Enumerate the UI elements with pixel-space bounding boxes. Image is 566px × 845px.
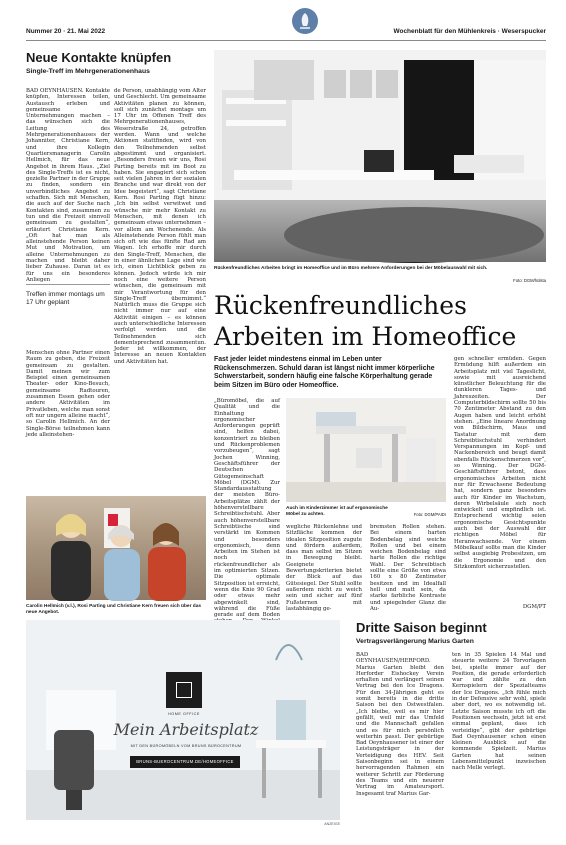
saison-column-1: BAD OEYNHAUSEN/HERFORD. Marius Garten bleibt den Herforder Eishockey Verein erhalten und verlängert seinen Vertrag bei den Ice Dragons. Für den 34-Jährigen geht es somit bereits in die dritte Saison bei den Ostwestfalen. „Ich bleibe, weil es mir hier gefällt, weil mir das Umfeld und die Mannschaft gefallen und es für mich persönlich weiterhin passt. Der gebürtige Bad Oeynhausener ist einer der Leistungsträger in der Verteidigung des HEV. Seit Saisonbeginn sei in einem hervorragenden Rahmen ein weiterer Schritt zur Förderung des Teams und ein neuerer Vertrag im Amateursport. Insgesamt traf Marius Gar- (356, 652, 444, 797)
homeoffice-headline-block (214, 290, 546, 352)
homeoffice-photo (214, 50, 546, 262)
kontakte-column-1: BAD OEYNHAUSEN. Kontakte knüpfen, Interessen teilen, Austausch erleben und gemeinsame Unternehmungen machen – das wünschen sich die Leitung des Mehrgenerationenhauses der Johanniter, Christiane Kern, und ihre Kollegin Quartiersmanagerin Carolin Hellmich, für das neue Angebot in ihrem Haus. „Ziel des Single-Treffs ist es nicht, gezielte Partner in der Gruppe zu finden, sondern ein unverbindliches Angebot zu schaffen. Sich mit Menschen, die auch auf der Suche nach Kontakten sind, zusammen zu tun und die Freizeit sinnvoll gemeinsam zu gestalten“, erläutert Christiane Kern. „Oft hat man als alleinstehende Person keinen Mut und Motivation, um alleine Unternehmungen zu machen und bleibt daher lieber Zuhause. Daran ist es für uns ein besonderes Anliegen (26, 88, 110, 283)
saison-subhead: Vertragsverlängerung Marius Garten (356, 638, 474, 645)
homeoffice-column-b: wegliche Rückenlehne und Sitzfläche kommen der idealen Sitzposition zugute und fördern außerdem, dass man selbst im Sitzen in Bewegung bleibt. Geeignete Bewertungskriterien bietet der Blick auf das Gütesiegel. Der Stuhl sollte außerdem nicht zu weich sein und sicher auf fünf Fußsternen mit lastabhängig ge- (286, 524, 362, 612)
kontakte-photo-caption: Carolin Hellmich (v.l.), Rosi Parting und Christiane Kern freuen sich über das neue Angebot. (26, 604, 202, 615)
ad-script-title: Mein Arbeitsplatz (113, 720, 259, 739)
publication-logo (292, 8, 318, 34)
homeoffice-headline-line2: Arbeiten im Homeoffice (214, 322, 517, 351)
ad-logo-square (166, 672, 202, 708)
kontakte-article (26, 50, 206, 75)
kontakte-info-box (26, 284, 110, 333)
ad-tagline: MIT DEN BÜROMÖBELN VOM BRUNS BÜROCENTRUM (130, 744, 242, 748)
ad-url-banner[interactable]: BRUNS-BUEROCENTRUM.DE/HOMEOFFICE (130, 756, 240, 768)
kids-room-credit: Foto: DGM/PAIDI (413, 512, 446, 517)
homeoffice-column-c: bremsten Rollen stehen. Bei einem harten Bodenbelag sind weiche Rollen und bei einem weichen Bodenbelag sind harte Rollen die richtige Wahl. Der Schreibtisch sollte eine Größe von etwa 160 x 80 Zentimeter besitzen und im Idealfall hell und matt sein, da starke farbliche Kontraste und spiegelnder Glanz die Au- (370, 524, 446, 612)
homeoffice-photo-credit: Foto: DGM/hülsta (513, 278, 546, 283)
publication-name: Wochenblatt für den Mühlenkreis · Weserspucker (393, 28, 546, 35)
saison-article (356, 620, 546, 645)
saison-column-2: ten in 35 Spielen 14 Mal und steuerte weitere 24 Torvorlagen bei, spielte immer auf der Position, die gerade erforderlich war und zählte zu den Kernspielern der Spezialteams der Ice Dragons. „Ich fühle mich in der Defensive sehr wohl, spiele aber dort, wo es notwendig ist. Letzte Saison musste ich oft die Positionen wechseln, jetzt ist erst einmal geplant, dass ich verteidige“, gibt der gebürtige Bad Oeynhausener schon einen kleinen Ausblick auf die kommende Spielzeit. Marius Garten hat seinen Lebensmittelpunkt inzwischen nach Melle verlegt. (452, 652, 546, 772)
homeoffice-lead: Fast jeder leidet mindestens einmal im Leben unter Rückenschmerzen. Schuld daran ist längst nicht immer körperliche Schwerstarbeit, sondern häufig eine falsche Körperhaltung gerade beim Sitzen im Büro oder Homeoffice. (214, 356, 435, 389)
homeoffice-headline (214, 290, 546, 352)
kontakte-column-1b: Menschen ohne Partner einen Raum zu geben, die Freizeit gemeinsam zu gestalten. Damit meinen wir zum Beispiel einen gemeinsamen Theater- oder Kino-Besuch, gemeinsame Radtouren, zusammen Essen gehen oder andere Aktivitäten im Privatleben, welche man sonst oft nur ungern alleine macht“, so Carolin Hellmich. An der Single-Börse teilnehmen kann jede alleinstehen- (26, 350, 110, 438)
ad-marker: ANZEIGE (324, 822, 340, 826)
homeoffice-column-d: gen schneller ermüden. Gegen Ermüdung hilft außerdem ein Arbeitsplatz mit viel Tageslicht, sowie mit ausreichend künstlicher Beleuchtung für die dunkleren Tages- und Jahreszeiten. Der Computerbildschirm sollte 50 bis 70 Zentimeter Abstand zu den Augen haben und leicht erhöht stehen. „Eine lineare Anordnung von Bildschirm, Maus und Tastatur mit dem Schreibtischstuhl verhindert Verspannungen im Kopf- und Nackenbereich und beugt damit ebenfalls Rückenschmerzen vor“, so Winning. Der DGM-Geschäftsführer betont, dass ergonomisches Arbeiten nicht nur für Erwachsene Bedeutung hat, sondern ganz besonders auch für Kinder im Wachstum, deren Wirbelsäule sich noch entwickelt und empfindlich ist. Entsprechend wichtig seien ergonomische Gesichtspunkte auch bei der Auswahl der richtigen Möbel für Heranwachsende. Vor einem Möbelkauf sollte man die Kinder selbst ausgiebig Probesitzen, um die Ergonomie und den Sitzkomfort sicherzustellen. (454, 356, 546, 570)
ad-small-label: HOME OFFICE (168, 712, 200, 716)
saison-headline: Dritte Saison beginnt (356, 620, 487, 635)
kontakte-info-text: Treffen immer montags um 17 Uhr geplant (26, 291, 105, 306)
homeoffice-photo-caption: Rückenfreundliches Arbeiten bringt im Homeoffice und im Büro mehrere Anforderungen bei der Möbelauswahl mit sich. (214, 266, 488, 271)
mill-icon (292, 8, 318, 34)
bruns-ad (26, 620, 340, 820)
kontakte-photo (26, 496, 206, 600)
three-people-photo-icon (26, 496, 206, 600)
kids-desk-photo-icon (286, 398, 446, 502)
homeoffice-author: DGM/PT (522, 604, 546, 610)
kids-room-caption: Auch im Kinderzimmer ist auf ergonomische Möbel zu achten. (286, 506, 388, 517)
kontakte-headline: Neue Kontakte knüpfen (26, 50, 172, 65)
homeoffice-headline-line1: Rückenfreundliches (214, 291, 467, 320)
kids-room-photo (286, 398, 446, 502)
office-room-photo-icon (214, 50, 546, 262)
homeoffice-column-a: „Büromöbel, die auf Qualität und die Einhaltung ergonomischer Anforderungen geprüft sind, helfen dabei, konzentriert zu bleiben und Rückenproblemen vorzubeugen“, sagt Jochen Winning, Geschäftsführer der Deutschen Gütegemeinschaft Möbel (DGM). Zur Standardausstattung der meisten Büro-Arbeitsplätze zählt der höhenverstellbare Schreibtischstuhl. Aber auch höhenverstellbare Schreibtische sind verstärkt im Kommen und besonders ergonomisch, denn Arbeiten im Stehen ist noch rückenfreundlicher als im optimierten Sitzen. Die optimale Sitzposition ist erreicht, wenn die Knie 90 Grad oder etwas mehr abgewinkelt sind, während die Füße gerade auf dem Boden (214, 398, 280, 619)
kontakte-column-2: de Person, unabhängig vom Alter und Geschlecht. Um gemeinsame Aktivitäten planen zu können, soll sich zunächst montags um 17 Uhr im Offenen Treff des Mehrgenerationenhauses, Weserstraße 24, getroffen werden. Wann und welche Aktionen stattfinden, wird von den Teilnehmenden selbst abgestimmt und organisiert. „Besonders freuen wir uns, Rosi Parting bereits mit im Boot zu haben. Sie engagiert sich schon seit vielen Jahren in der sozialen Branche und war direkt von der Idee begeistert“, sagt Christiane Kern. Rosi Parting fügt hinzu: „Ich bin selbst verwitwet und wünsche mir mehr Kontakt zu Menschen, mit denen ich gemeinsam etwas unternehmen – vor allem am Wochenende. Als Alleinstehende Person fühlt man sich oft wie das fünfte Rad am Wagen. Ich erhoffe mir durch den Single-Treff, Menschen, die in einer ähnlichen Lage sind wie ich, einen Lichtblick geben zu können. Jedoch würde ich mir noch eine weitere Person wünschen, die gemeinsam mit mir Verantwortung für den Single-Treff übernimmt.“ Natürlich muss die Gruppe sich nicht immer nur auf eine Aktivität einigen – es können auch unterschiedliche Interessen verfolgt werden und die Teilnehmenden sich dementsprechend zusammentun. Jeder ist willkommen, der Interesse an neuen Kontakten und Aktivitäten hat. (114, 88, 206, 365)
ad-logo-mark-icon (176, 682, 192, 698)
issue-info: Nummer 20 · 21. Mai 2022 (26, 28, 106, 35)
kontakte-subhead: Single-Treff im Mehrgenerationenhaus (26, 68, 150, 75)
page-header (26, 6, 546, 41)
